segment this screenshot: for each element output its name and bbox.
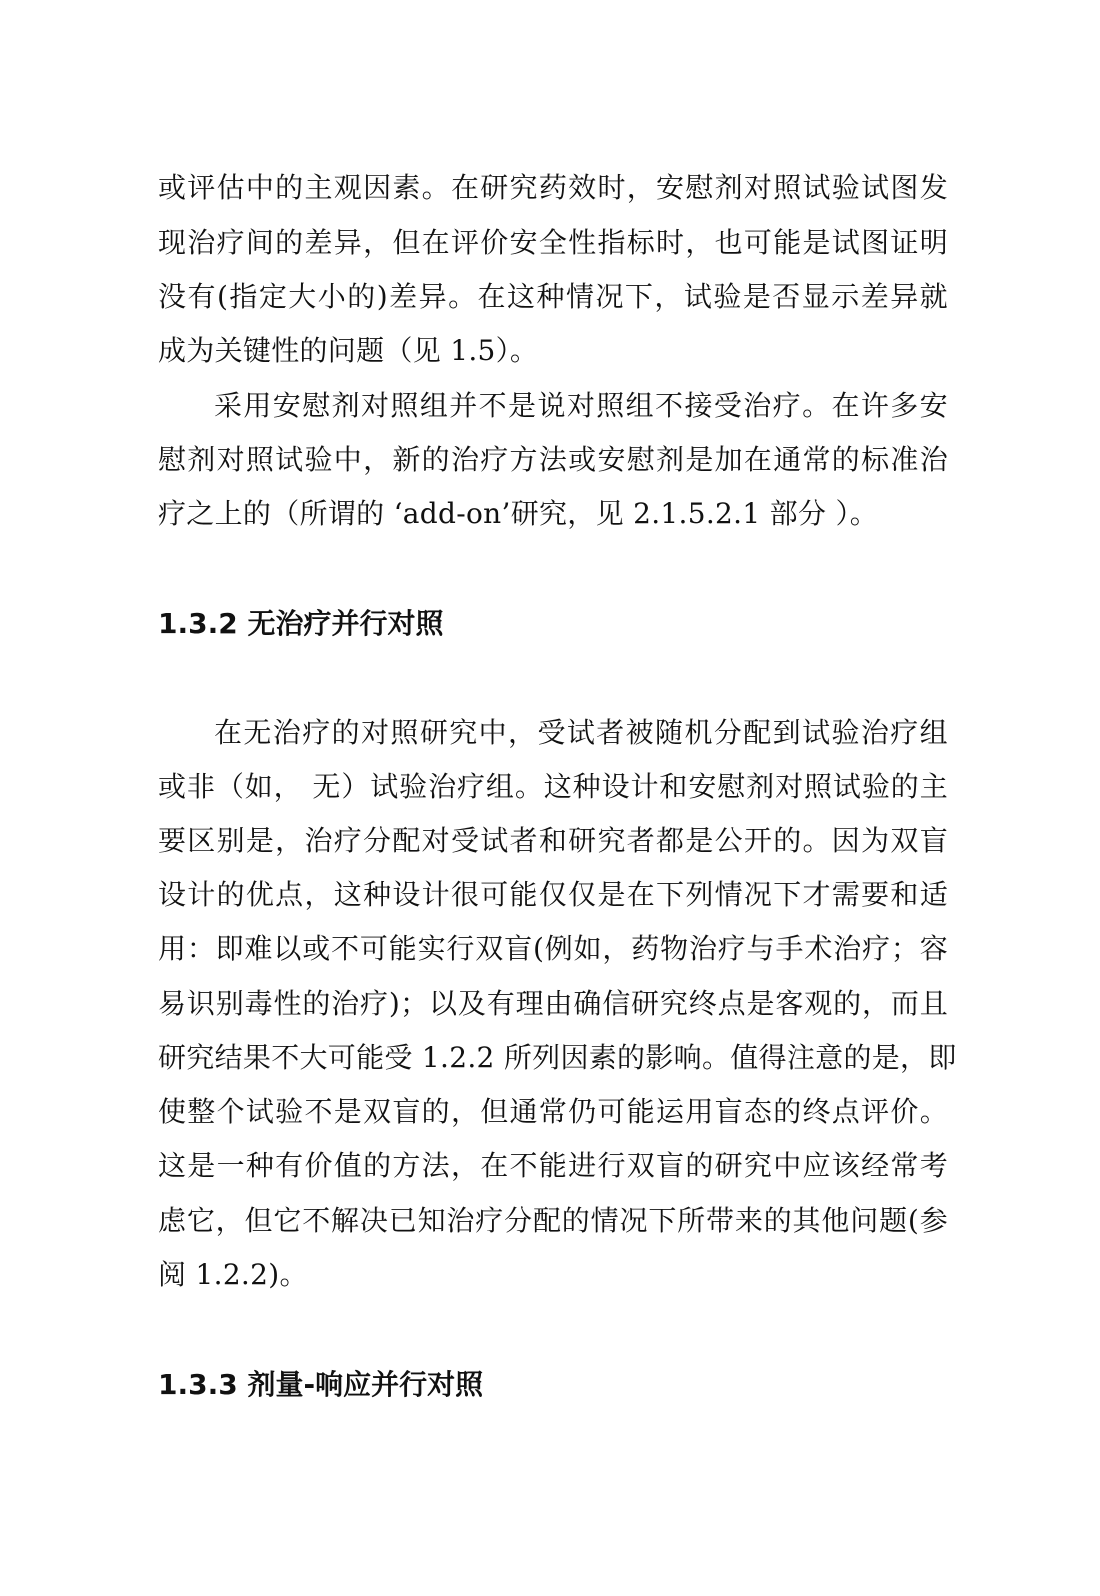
paragraph-line: 要区别是，治疗分配对受试者和研究者都是公开的。因为双盲 [158,824,948,857]
paragraph-line: 用：即难以或不可能实行双盲(例如，药物治疗与手术治疗；容 [158,932,948,965]
paragraph-line: 慰剂对照试验中，新的治疗方法或安慰剂是加在通常的标准治 [158,443,948,476]
paragraph-line: 或评估中的主观因素。在研究药效时，安慰剂对照试验试图发 [158,171,948,204]
paragraph-line: 成为关键性的问题（见 1.5）。 [158,334,539,367]
paragraph-line: 使整个试验不是双盲的，但通常仍可能运用盲态的终点评价。 [158,1095,948,1128]
paragraph-line: 没有(指定大小的)差异。在这种情况下，试验是否显示差异就 [158,280,948,313]
paragraph-line: 虑它，但它不解决已知治疗分配的情况下所带来的其他问题(参 [158,1204,948,1237]
paragraph-line: 设计的优点，这种设计很可能仅仅是在下列情况下才需要和适 [158,878,948,911]
paragraph-line: 疗之上的（所谓的 ‘add-on’研究，见 2.1.5.2.1 部分 ）。 [158,497,879,530]
paragraph-line: 研究结果不大可能受 1.2.2 所列因素的影响。值得注意的是，即 [158,1041,957,1074]
section-heading: 1.3.2 无治疗并行对照 [158,607,444,640]
paragraph-line: 采用安慰剂对照组并不是说对照组不接受治疗。在许多安 [214,389,948,422]
paragraph-line: 这是一种有价值的方法，在不能进行双盲的研究中应该经常考 [158,1149,948,1182]
paragraph-line: 在无治疗的对照研究中，受试者被随机分配到试验治疗组 [214,716,948,749]
paragraph-line: 或非（如， 无）试验治疗组。这种设计和安慰剂对照试验的主 [158,770,948,803]
paragraph-line: 易识别毒性的治疗)；以及有理由确信研究终点是客观的，而且 [158,987,948,1020]
section-heading: 1.3.3 剂量-响应并行对照 [158,1368,484,1401]
paragraph-line: 现治疗间的差异，但在评价安全性指标时，也可能是试图证明 [158,226,948,259]
paragraph-line: 阅 1.2.2)。 [158,1258,308,1291]
